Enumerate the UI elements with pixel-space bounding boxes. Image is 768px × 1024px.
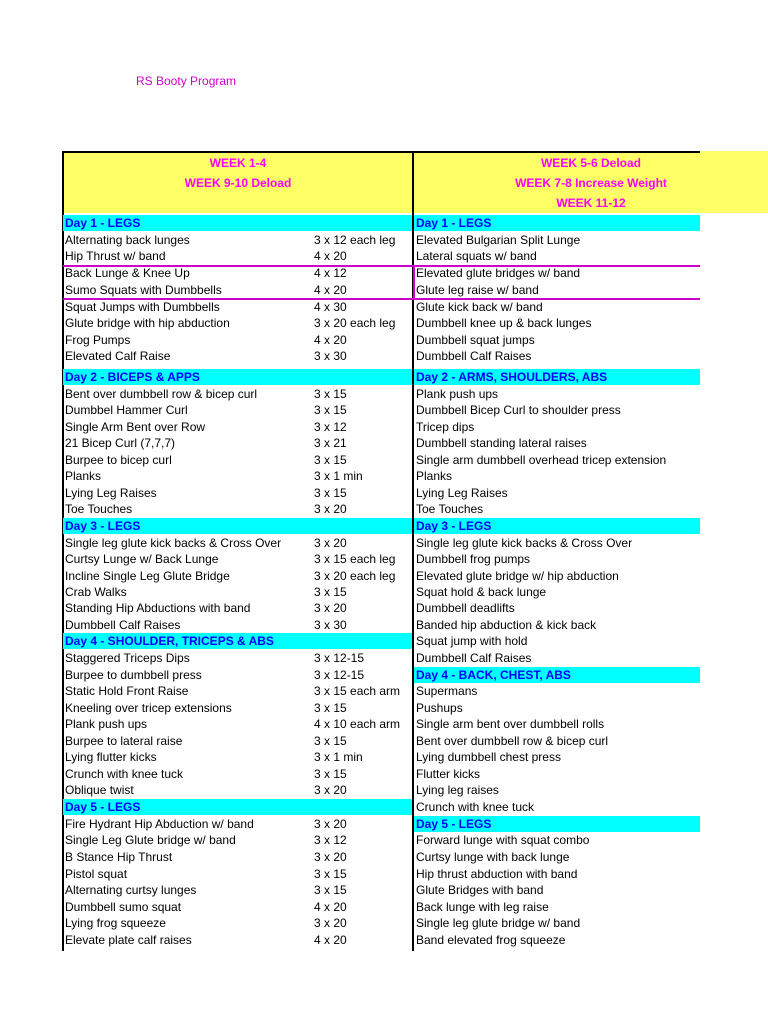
exercise-row — [414, 633, 700, 649]
table-top-border — [63, 151, 700, 153]
exercise-row — [414, 468, 700, 484]
exercise-name: Staggered Triceps Dips — [65, 651, 190, 665]
exercise-row — [63, 265, 412, 281]
sets-reps: 3 x 21 — [314, 436, 347, 450]
exercise-name: Burpee to dumbbell press — [65, 668, 202, 682]
exercise-row — [63, 568, 412, 584]
exercise-row — [63, 932, 412, 948]
exercise-row — [414, 315, 700, 331]
exercise-row — [414, 452, 700, 468]
sets-reps: 3 x 20 — [314, 916, 347, 930]
exercise-name: Dumbbell Calf Raises — [416, 651, 532, 665]
exercise-row — [414, 584, 700, 600]
exercise-row — [414, 650, 700, 666]
exercise-row — [63, 816, 412, 832]
sets-reps: 3 x 15 — [314, 883, 347, 897]
exercise-name: Lying Leg Raises — [65, 486, 157, 500]
exercise-row — [414, 749, 700, 765]
sets-reps: 3 x 15 — [314, 701, 347, 715]
exercise-row — [63, 419, 412, 435]
exercise-name: Fire Hydrant Hip Abduction w/ band — [65, 817, 254, 831]
exercise-name: Burpee to bicep curl — [65, 453, 172, 467]
exercise-name: Crunch with knee tuck — [65, 767, 184, 781]
exercise-name: Elevated glute bridge w/ hip abduction — [416, 569, 619, 583]
sets-reps: 4 x 30 — [314, 300, 347, 314]
exercise-name: Tricep dips — [416, 420, 475, 434]
sets-reps: 3 x 15 — [314, 734, 347, 748]
exercise-name: Dumbbel Hammer Curl — [65, 403, 188, 417]
exercise-name: Hip Thrust w/ band — [65, 249, 166, 263]
exercise-name: Crab Walks — [65, 585, 127, 599]
exercise-name: Supermans — [416, 684, 478, 698]
exercise-name: Glute kick back w/ band — [416, 300, 543, 314]
day-label: Day 4 - BACK, CHEST, ABS — [416, 668, 571, 682]
exercise-row — [63, 332, 412, 348]
exercise-row — [414, 348, 700, 364]
exercise-name: Forward lunge with squat combo — [416, 833, 590, 847]
exercise-row — [63, 435, 412, 451]
exercise-row — [414, 501, 700, 517]
sets-reps: 3 x 15 each leg — [314, 552, 396, 566]
right-header-line: WEEK 7-8 Increase Weight — [515, 176, 667, 190]
exercise-name: Lying dumbbell chest press — [416, 750, 561, 764]
exercise-row — [414, 766, 700, 782]
sets-reps: 3 x 15 — [314, 387, 347, 401]
exercise-row — [414, 535, 700, 551]
sets-reps: 3 x 15 — [314, 767, 347, 781]
day-header-row — [63, 633, 412, 649]
exercise-name: Oblique twist — [65, 783, 134, 797]
exercise-name: Elevated Bulgarian Split Lunge — [416, 233, 581, 247]
left-week-header — [63, 151, 413, 213]
exercise-name: Incline Single Leg Glute Bridge — [65, 569, 230, 583]
exercise-name: Glute leg raise w/ band — [416, 283, 539, 297]
exercise-name: Toe Touches — [65, 502, 133, 516]
exercise-row — [63, 866, 412, 882]
day-header-row — [414, 518, 700, 534]
exercise-name: Single leg glute kick backs & Cross Over — [65, 536, 282, 550]
exercise-name: Single arm dumbbell overhead tricep extension — [416, 453, 667, 467]
exercise-name: 21 Bicep Curl (7,7,7) — [65, 436, 176, 450]
left-header-line: WEEK 1-4 — [209, 156, 267, 170]
exercise-name: Lying flutter kicks — [65, 750, 157, 764]
sets-reps: 3 x 15 — [314, 403, 347, 417]
sets-reps: 3 x 12 each leg — [314, 233, 396, 247]
exercise-row — [63, 749, 412, 765]
exercise-name: Single leg glute kick backs & Cross Over — [416, 536, 633, 550]
day-header-row — [414, 369, 700, 385]
exercise-name: Alternating curtsy lunges — [65, 883, 197, 897]
exercise-row — [63, 617, 412, 633]
exercise-name: Lateral squats w/ band — [416, 249, 537, 263]
exercise-row — [63, 452, 412, 468]
exercise-name: Dumbbell sumo squat — [65, 900, 182, 914]
exercise-row — [63, 299, 412, 315]
day-label: Day 5 - LEGS — [65, 800, 141, 814]
exercise-name: Squat jump with hold — [416, 634, 528, 648]
exercise-row — [414, 899, 700, 915]
exercise-row — [63, 700, 412, 716]
exercise-name: Elevated glute bridges w/ band — [416, 266, 581, 280]
sets-reps: 4 x 12 — [314, 266, 347, 280]
exercise-name: Curtsy lunge with back lunge — [416, 850, 570, 864]
exercise-name: Flutter kicks — [416, 767, 481, 781]
exercise-row — [63, 667, 412, 683]
sets-reps: 3 x 12 — [314, 420, 347, 434]
sets-reps: 3 x 20 — [314, 817, 347, 831]
exercise-name: Crunch with knee tuck — [416, 800, 535, 814]
exercise-name: Single Leg Glute bridge w/ band — [65, 833, 236, 847]
exercise-name: Lying leg raises — [416, 783, 499, 797]
exercise-row — [414, 600, 700, 616]
exercise-row — [414, 402, 700, 418]
exercise-name: Band elevated frog squeeze — [416, 933, 566, 947]
sets-reps: 3 x 1 min — [314, 750, 363, 764]
exercise-row — [63, 849, 412, 865]
document-title: RS Booty Program — [136, 74, 237, 88]
exercise-name: Squat hold & back lunge — [416, 585, 547, 599]
exercise-row — [414, 915, 700, 931]
exercise-row — [63, 315, 412, 331]
exercise-row — [63, 584, 412, 600]
day-label: Day 2 - BICEPS & APPS — [65, 370, 200, 384]
exercise-name: Dumbbell Calf Raises — [416, 349, 532, 363]
exercise-row — [63, 782, 412, 798]
exercise-name: Bent over dumbbell row & bicep curl — [65, 387, 258, 401]
exercise-row — [414, 782, 700, 798]
exercise-row — [63, 282, 412, 298]
exercise-name: Alternating back lunges — [65, 233, 190, 247]
exercise-row — [414, 419, 700, 435]
exercise-name: Standing Hip Abductions with band — [65, 601, 251, 615]
exercise-name: Single arm bent over dumbbell rolls — [416, 717, 605, 731]
day-header-row — [414, 667, 700, 683]
exercise-row — [63, 485, 412, 501]
sets-reps: 3 x 1 min — [314, 469, 363, 483]
sets-reps: 3 x 20 — [314, 850, 347, 864]
exercise-row — [414, 551, 700, 567]
exercise-row — [414, 248, 700, 264]
exercise-name: Single leg glute bridge w/ band — [416, 916, 581, 930]
exercise-row — [414, 716, 700, 732]
exercise-name: Kneeling over tricep extensions — [65, 701, 232, 715]
right-header-line: WEEK 11-12 — [556, 196, 626, 210]
exercise-row — [63, 882, 412, 898]
day-label: Day 4 - SHOULDER, TRICEPS & ABS — [65, 634, 274, 648]
exercise-row — [414, 882, 700, 898]
sets-reps: 3 x 20 — [314, 536, 347, 550]
exercise-name: Planks — [65, 469, 102, 483]
day-header-row — [63, 799, 412, 815]
exercise-row — [63, 899, 412, 915]
sets-reps: 3 x 15 — [314, 585, 347, 599]
exercise-row — [414, 386, 700, 402]
exercise-row — [414, 232, 700, 248]
exercise-row — [63, 535, 412, 551]
sets-reps: 3 x 30 — [314, 618, 347, 632]
exercise-row — [63, 348, 412, 364]
exercise-row — [414, 733, 700, 749]
exercise-name: Dumbbell frog pumps — [416, 552, 531, 566]
day-header-row — [63, 369, 412, 385]
exercise-row — [414, 799, 700, 815]
exercise-row — [414, 265, 700, 281]
exercise-row — [63, 468, 412, 484]
sets-reps: 4 x 20 — [314, 900, 347, 914]
exercise-name: Curtsy Lunge w/ Back Lunge — [65, 552, 219, 566]
day-label: Day 1 - LEGS — [65, 216, 141, 230]
exercise-name: Banded hip abduction & kick back — [416, 618, 597, 632]
day-label: Day 3 - LEGS — [416, 519, 492, 533]
day-label: Day 3 - LEGS — [65, 519, 141, 533]
exercise-name: Lying Leg Raises — [416, 486, 508, 500]
sets-reps: 4 x 20 — [314, 283, 347, 297]
sets-reps: 3 x 12-15 — [314, 668, 365, 682]
exercise-name: B Stance Hip Thrust — [65, 850, 173, 864]
exercise-row — [63, 733, 412, 749]
exercise-row — [63, 600, 412, 616]
sets-reps: 3 x 20 each leg — [314, 316, 396, 330]
exercise-row — [414, 700, 700, 716]
exercise-name: Dumbbell squat jumps — [416, 333, 535, 347]
exercise-row — [63, 501, 412, 517]
sets-reps: 3 x 15 — [314, 486, 347, 500]
exercise-name: Plank push ups — [416, 387, 499, 401]
day-header-row — [414, 215, 700, 231]
exercise-name: Toe Touches — [416, 502, 484, 516]
sets-reps: 4 x 20 — [314, 249, 347, 263]
sets-reps: 3 x 15 each arm — [314, 684, 401, 698]
exercise-name: Back lunge with leg raise — [416, 900, 549, 914]
exercise-row — [414, 299, 700, 315]
exercise-name: Dumbbell deadlifts — [416, 601, 515, 615]
sets-reps: 3 x 12 — [314, 833, 347, 847]
exercise-row — [63, 766, 412, 782]
exercise-name: Bent over dumbbell row & bicep curl — [416, 734, 609, 748]
exercise-row — [63, 386, 412, 402]
sets-reps: 4 x 20 — [314, 333, 347, 347]
exercise-row — [414, 849, 700, 865]
right-week-header — [414, 151, 768, 213]
day-header-row — [63, 215, 412, 231]
exercise-row — [63, 915, 412, 931]
sets-reps: 3 x 30 — [314, 349, 347, 363]
exercise-name: Planks — [416, 469, 453, 483]
exercise-row — [414, 683, 700, 699]
sets-reps: 3 x 15 — [314, 453, 347, 467]
day-label: Day 1 - LEGS — [416, 216, 492, 230]
right-header-line: WEEK 5-6 Deload — [540, 156, 642, 170]
sets-reps: 4 x 20 — [314, 933, 347, 947]
sets-reps: 3 x 20 — [314, 502, 347, 516]
sets-reps: 3 x 20 — [314, 601, 347, 615]
exercise-name: Dumbbell knee up & back lunges — [416, 316, 592, 330]
exercise-row — [63, 716, 412, 732]
exercise-name: Single Arm Bent over Row — [65, 420, 206, 434]
sets-reps: 4 x 10 each arm — [314, 717, 401, 731]
exercise-name: Elevate plate calf raises — [65, 933, 192, 947]
exercise-name: Burpee to lateral raise — [65, 734, 183, 748]
exercise-name: Dumbbell Calf Raises — [65, 618, 181, 632]
exercise-name: Dumbbell standing lateral raises — [416, 436, 587, 450]
sets-reps: 3 x 20 — [314, 783, 347, 797]
day-label: Day 5 - LEGS — [416, 817, 492, 831]
day-label: Day 2 - ARMS, SHOULDERS, ABS — [416, 370, 608, 384]
exercise-row — [63, 832, 412, 848]
exercise-row — [414, 832, 700, 848]
exercise-row — [414, 866, 700, 882]
left-header-line: WEEK 9-10 Deload — [184, 176, 292, 190]
exercise-row — [63, 232, 412, 248]
exercise-row — [414, 282, 700, 298]
exercise-row — [414, 617, 700, 633]
exercise-name: Glute bridge with hip abduction — [65, 316, 230, 330]
day-header-row — [63, 518, 412, 534]
exercise-name: Sumo Squats with Dumbbells — [65, 283, 222, 297]
exercise-row — [63, 551, 412, 567]
exercise-name: Elevated Calf Raise — [65, 349, 171, 363]
exercise-name: Pistol squat — [65, 867, 128, 881]
exercise-name: Dumbbell Bicep Curl to shoulder press — [416, 403, 621, 417]
exercise-name: Pushups — [416, 701, 463, 715]
exercise-row — [63, 650, 412, 666]
exercise-name: Lying frog squeeze — [65, 916, 166, 930]
sets-reps: 3 x 12-15 — [314, 651, 365, 665]
sets-reps: 3 x 15 — [314, 867, 347, 881]
exercise-row — [63, 402, 412, 418]
exercise-row — [414, 568, 700, 584]
exercise-name: Glute Bridges with band — [416, 883, 544, 897]
exercise-row — [414, 332, 700, 348]
exercise-name: Static Hold Front Raise — [65, 684, 189, 698]
exercise-name: Frog Pumps — [65, 333, 131, 347]
exercise-name: Squat Jumps with Dumbbells — [65, 300, 220, 314]
exercise-row — [63, 248, 412, 264]
exercise-name: Back Lunge & Knee Up — [65, 266, 190, 280]
exercise-row — [414, 485, 700, 501]
exercise-row — [63, 683, 412, 699]
day-header-row — [414, 816, 700, 832]
sets-reps: 3 x 20 each leg — [314, 569, 396, 583]
exercise-name: Hip thrust abduction with band — [416, 867, 578, 881]
exercise-name: Plank push ups — [65, 717, 148, 731]
exercise-row — [414, 435, 700, 451]
exercise-row — [414, 932, 700, 948]
